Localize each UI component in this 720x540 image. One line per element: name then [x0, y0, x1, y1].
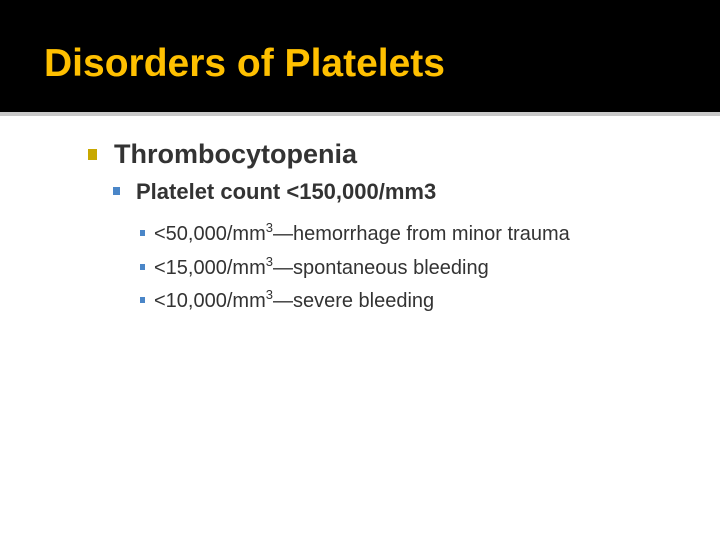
sub-bullet-text: Platelet count <150,000/mm3 [136, 179, 437, 204]
sub-sub-bullet-text [154, 218, 570, 250]
sub-sub-bullet-text [154, 285, 434, 317]
superscript: 3 [265, 220, 273, 235]
threshold-text: <15,000/mm [154, 257, 266, 279]
square-bullet-icon [140, 264, 145, 270]
square-bullet-icon [113, 187, 120, 195]
bullet-text: Thrombocytopenia [114, 139, 358, 169]
consequence-text: —spontaneous bleeding [272, 257, 489, 279]
slide-title: Disorders of Platelets [44, 42, 445, 85]
title-divider [0, 112, 720, 116]
threshold-text: <50,000/mm [154, 223, 266, 245]
superscript: 3 [265, 287, 273, 302]
threshold-text: <10,000/mm [154, 290, 266, 312]
consequence-text: —hemorrhage from minor trauma [272, 223, 570, 245]
square-bullet-icon [140, 297, 145, 303]
title-bar [0, 0, 720, 112]
square-bullet-icon [88, 149, 97, 160]
superscript: 3 [265, 254, 273, 269]
consequence-text: —severe bleeding [272, 290, 435, 312]
sub-sub-bullet-text [154, 252, 489, 284]
square-bullet-icon [140, 230, 145, 236]
